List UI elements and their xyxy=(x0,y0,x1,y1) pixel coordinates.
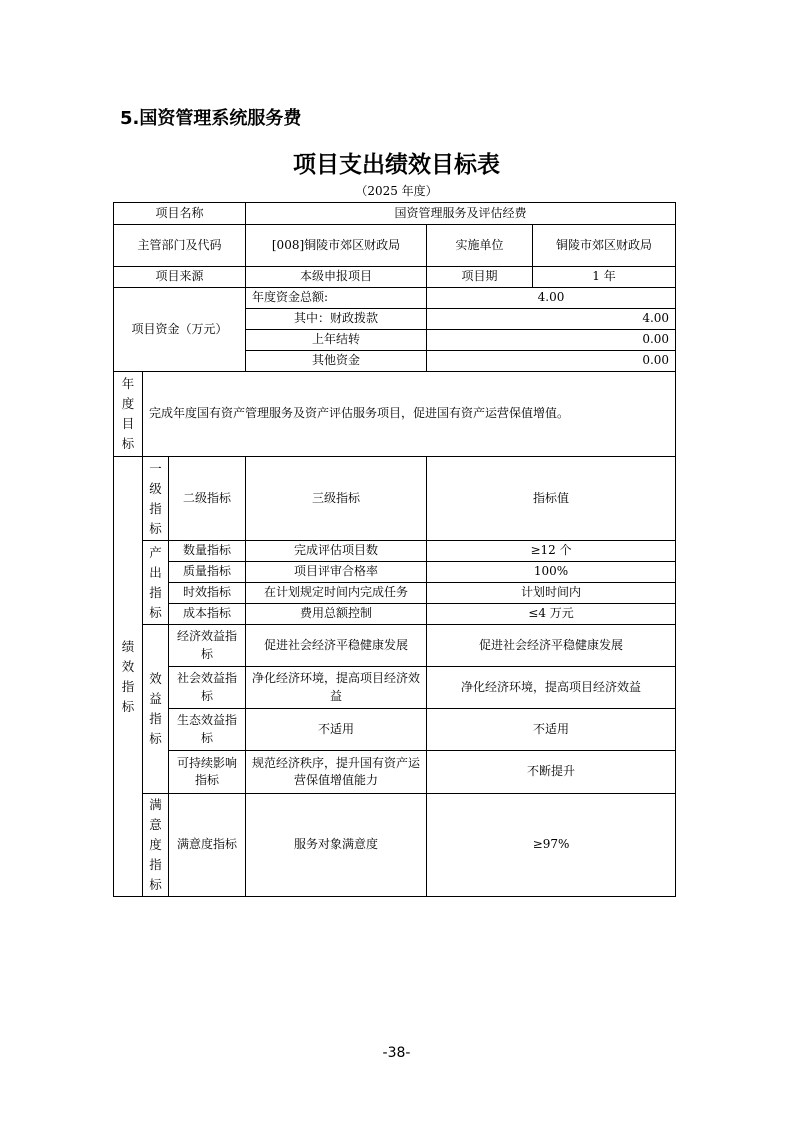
benefit-l2: 社会效益指标 xyxy=(169,667,246,709)
output-l2: 数量指标 xyxy=(169,541,246,562)
output-row xyxy=(114,562,676,583)
benefit-l2: 可持续影响指标 xyxy=(169,751,246,794)
benefit-value: 不适用 xyxy=(427,709,676,751)
benefit-l2: 经济效益指标 xyxy=(169,625,246,667)
funds-carryover-label: 上年结转 xyxy=(246,330,427,351)
benefit-l2: 生态效益指标 xyxy=(169,709,246,751)
benefit-row xyxy=(114,625,676,667)
funds-total-label: 年度资金总额: xyxy=(246,288,427,309)
annual-goal-text: 完成年度国有资产管理服务及资产评估服务项目，促进国有资产运营保值增值。 xyxy=(143,372,676,457)
project-period-value: 1 年 xyxy=(533,267,676,288)
funds-other-label: 其他资金 xyxy=(246,351,427,372)
project-source-label: 项目来源 xyxy=(114,267,246,288)
funds-fiscal-value: 4.00 xyxy=(427,309,676,330)
implementing-unit-value: 铜陵市郊区财政局 xyxy=(533,225,676,267)
document-year: （2025 年度） xyxy=(355,184,438,198)
benefit-row xyxy=(114,709,676,751)
benefit-value: 促进社会经济平稳健康发展 xyxy=(427,625,676,667)
level2-header: 二级指标 xyxy=(169,457,246,541)
project-period-label: 项目期 xyxy=(427,267,533,288)
output-l2: 质量指标 xyxy=(169,562,246,583)
satisfaction-l3: 服务对象满意度 xyxy=(246,794,427,897)
annual-goal-label: 年度目标 xyxy=(114,372,143,457)
benefit-value: 不断提升 xyxy=(427,751,676,794)
benefit-l3: 不适用 xyxy=(246,709,427,751)
section-heading: 5.国资管理系统服务费 xyxy=(120,108,302,129)
benefit-l3: 促进社会经济平稳健康发展 xyxy=(246,625,427,667)
project-source-value: 本级申报项目 xyxy=(246,267,427,288)
output-l3: 费用总额控制 xyxy=(246,604,427,625)
performance-indicators-label: 绩效指标 xyxy=(114,457,143,897)
output-row xyxy=(114,541,676,562)
output-value: ≤4 万元 xyxy=(427,604,676,625)
satisfaction-value: ≥97% xyxy=(427,794,676,897)
project-name-label: 项目名称 xyxy=(114,203,246,225)
indicator-value-header: 指标值 xyxy=(427,457,676,541)
output-l2: 时效指标 xyxy=(169,583,246,604)
benefit-l3: 净化经济环境，提高项目经济效益 xyxy=(246,667,427,709)
benefit-l3: 规范经济秩序，提升国有资产运营保值增值能力 xyxy=(246,751,427,794)
funds-fiscal-label: 其中：财政拨款 xyxy=(246,309,427,330)
satisfaction-indicators-label: 满意度指标 xyxy=(143,794,169,897)
output-value: ≥12 个 xyxy=(427,541,676,562)
output-row xyxy=(114,583,676,604)
output-l2: 成本指标 xyxy=(169,604,246,625)
department-value: [008]铜陵市郊区财政局 xyxy=(246,225,427,267)
funds-total-row xyxy=(114,288,676,309)
project-name-value: 国资管理服务及评估经费 xyxy=(246,203,676,225)
department-label: 主管部门及代码 xyxy=(114,225,246,267)
satisfaction-row xyxy=(114,794,676,897)
benefit-indicators-label: 效益指标 xyxy=(143,625,169,794)
funds-carryover-value: 0.00 xyxy=(427,330,676,351)
project-funds-label: 项目资金（万元） xyxy=(114,288,246,372)
output-value: 100% xyxy=(427,562,676,583)
project-name-row xyxy=(114,203,676,225)
funds-total-value: 4.00 xyxy=(427,288,676,309)
document-title: 项目支出绩效目标表 xyxy=(293,152,500,178)
benefit-row xyxy=(114,751,676,794)
benefit-row xyxy=(114,667,676,709)
department-row xyxy=(114,225,676,267)
funds-other-value: 0.00 xyxy=(427,351,676,372)
level1-header: 一级指标 xyxy=(143,457,169,541)
output-l3: 在计划规定时间内完成任务 xyxy=(246,583,427,604)
indicator-header-row xyxy=(114,457,676,541)
performance-goal-table xyxy=(113,202,676,897)
level3-header: 三级指标 xyxy=(246,457,427,541)
output-l3: 项目评审合格率 xyxy=(246,562,427,583)
source-row xyxy=(114,267,676,288)
benefit-value: 净化经济环境，提高项目经济效益 xyxy=(427,667,676,709)
output-value: 计划时间内 xyxy=(427,583,676,604)
output-indicators-label: 产出指标 xyxy=(143,541,169,625)
satisfaction-l2: 满意度指标 xyxy=(169,794,246,897)
output-row xyxy=(114,604,676,625)
page-number: -38- xyxy=(382,1045,411,1061)
output-l3: 完成评估项目数 xyxy=(246,541,427,562)
implementing-unit-label: 实施单位 xyxy=(427,225,533,267)
annual-goal-row xyxy=(114,372,676,457)
